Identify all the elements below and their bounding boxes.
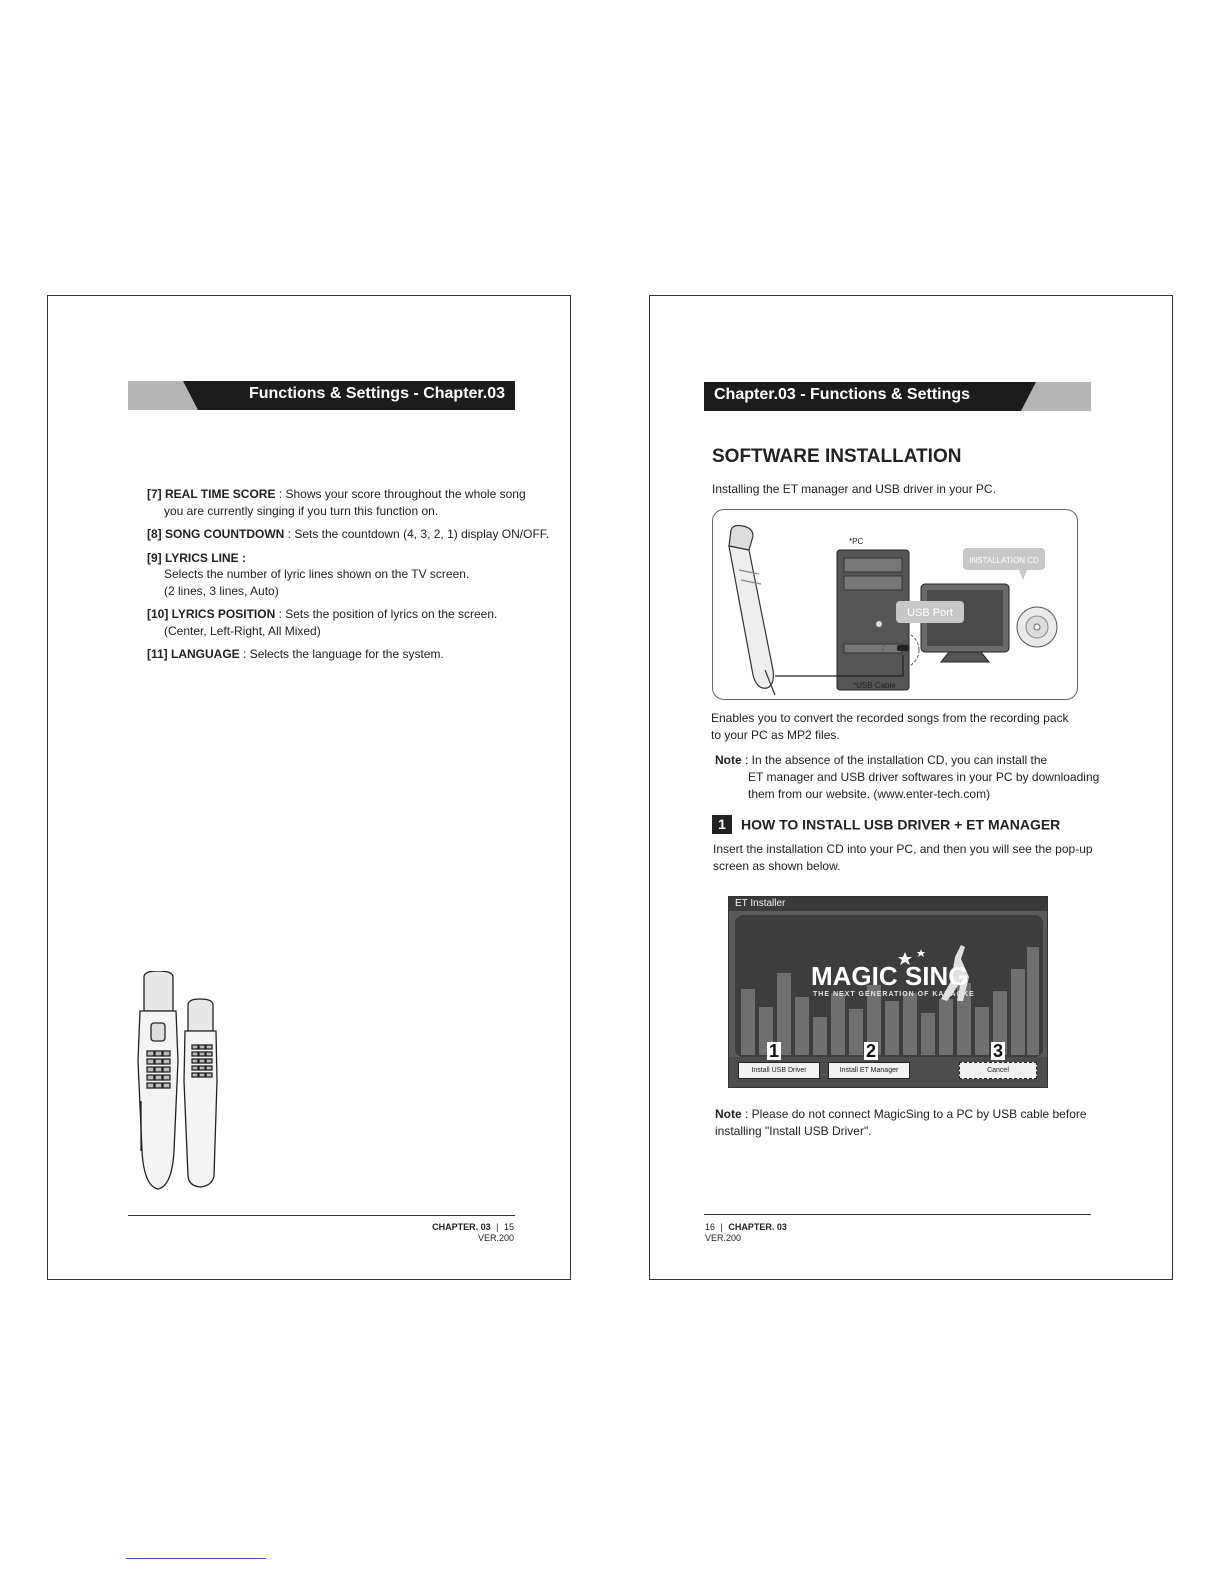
- page-title: SOFTWARE INSTALLATION: [712, 446, 962, 467]
- item-sub: Selects the number of lyric lines shown on the TV screen.: [164, 567, 470, 581]
- callout-number: 2: [866, 1041, 877, 1061]
- usb-port-label: USB Port: [907, 607, 953, 619]
- left-footer: CHAPTER. 03 | 15 VER.200: [432, 1222, 514, 1243]
- footer-version: VER.200: [705, 1233, 742, 1243]
- installation-cd-icon: [1017, 607, 1057, 647]
- et-installer-window: [728, 896, 1048, 1088]
- section-heading: [712, 815, 1060, 834]
- callout-number: 1: [769, 1041, 780, 1061]
- right-header-title: Chapter.03 - Functions & Settings: [714, 386, 971, 403]
- footer-chapter: CHAPTER. 03: [432, 1222, 491, 1232]
- right-footer: 16 | CHAPTER. 03 VER.200: [705, 1222, 787, 1243]
- settings-list: [147, 486, 567, 670]
- item-sub: you are currently singing if you turn this function on.: [164, 503, 439, 518]
- list-item: [147, 526, 567, 543]
- left-page: [47, 295, 571, 1280]
- pc-label: *PC: [849, 537, 864, 546]
- item-key: [8] SONG COUNTDOWN: [147, 527, 285, 541]
- paragraph-line: to your PC as MP2 files.: [711, 728, 840, 742]
- paragraph-line: Enables you to convert the recorded songs from the recording pack: [711, 711, 1069, 725]
- pc-connection-illustration: [713, 510, 1078, 700]
- paragraph-line: screen as shown below.: [713, 859, 841, 873]
- connection-diagram: [712, 509, 1078, 700]
- note-label: Note: [715, 753, 742, 767]
- item-text: : Sets the countdown (4, 3, 2, 1) display ON/OFF.: [284, 527, 550, 541]
- right-page: [649, 295, 1173, 1280]
- instructions-paragraph: [713, 841, 1093, 875]
- note-line: installing "Install USB Driver".: [715, 1124, 872, 1138]
- footer-rule: [704, 1214, 1091, 1215]
- install-et-manager-button[interactable]: Install ET Manager: [828, 1062, 910, 1079]
- cancel-button[interactable]: Cancel: [959, 1062, 1037, 1079]
- bottom-link-underline: [126, 1558, 266, 1559]
- item-key: [7] REAL TIME SCORE: [147, 487, 276, 501]
- note-installation-cd: [715, 752, 1099, 803]
- microphone-small: [184, 999, 217, 1187]
- item-sub: (Center, Left-Right, All Mixed): [164, 623, 321, 638]
- microphone-large: [138, 971, 178, 1189]
- callout-number: 3: [993, 1041, 1004, 1061]
- left-page-header: [128, 381, 515, 410]
- item-key: [10] LYRICS POSITION: [147, 607, 276, 621]
- item-sub: (2 lines, 3 lines, Auto): [164, 583, 279, 598]
- intro-text: Installing the ET manager and USB driver in your PC.: [712, 482, 996, 496]
- item-key: [11] LANGUAGE: [147, 647, 240, 661]
- left-header-title: Functions & Settings - Chapter.03: [248, 385, 505, 402]
- list-item: [147, 606, 567, 639]
- installer-title: ET Installer: [735, 898, 786, 909]
- microphones-illustration: [136, 971, 236, 1196]
- list-item: [147, 550, 567, 600]
- brand-tagline: THE NEXT GENERATION OF KARAOKE: [813, 991, 975, 998]
- footer-version: VER.200: [477, 1233, 514, 1243]
- item-text: : Shows your score throughout the whole song: [275, 487, 526, 501]
- usb-port-callout: [896, 601, 964, 623]
- enables-paragraph: [711, 710, 1069, 744]
- section-title: HOW TO INSTALL USB DRIVER + ET MANAGER: [741, 816, 1061, 833]
- microphone-icon: [729, 526, 775, 696]
- list-item: [147, 486, 567, 519]
- note-usb-cable: [715, 1106, 1087, 1140]
- right-page-header: [704, 382, 1091, 411]
- note-label: Note: [715, 1107, 742, 1121]
- footer-page-number: 16: [705, 1222, 716, 1232]
- paragraph-line: Insert the installation CD into your PC, and then you will see the pop-up: [713, 842, 1093, 856]
- item-text: : Sets the position of lyrics on the screen.: [275, 607, 498, 621]
- note-line: them from our website. (www.enter-tech.com): [748, 787, 991, 801]
- brand-logo-text: MAGIC SING: [811, 961, 969, 991]
- usb-cable-label: *USB Cable: [853, 681, 896, 690]
- list-item: [147, 646, 567, 663]
- footer-chapter: CHAPTER. 03: [728, 1222, 787, 1232]
- note-line: ET manager and USB driver softwares in your PC by downloading: [748, 770, 1100, 784]
- note-line: : In the absence of the installation CD, you can install the: [741, 753, 1048, 767]
- cd-callout: [963, 548, 1045, 580]
- cd-label: INSTALLATION CD: [969, 556, 1039, 565]
- install-usb-driver-button[interactable]: Install USB Driver: [738, 1062, 820, 1079]
- footer-rule: [128, 1215, 515, 1216]
- note-line: : Please do not connect MagicSing to a PC by USB cable before: [741, 1107, 1087, 1121]
- item-text: : Selects the language for the system.: [239, 647, 444, 661]
- item-key: [9] LYRICS LINE :: [147, 550, 246, 565]
- footer-page-number: 15: [503, 1222, 514, 1232]
- section-number: 1: [712, 815, 732, 834]
